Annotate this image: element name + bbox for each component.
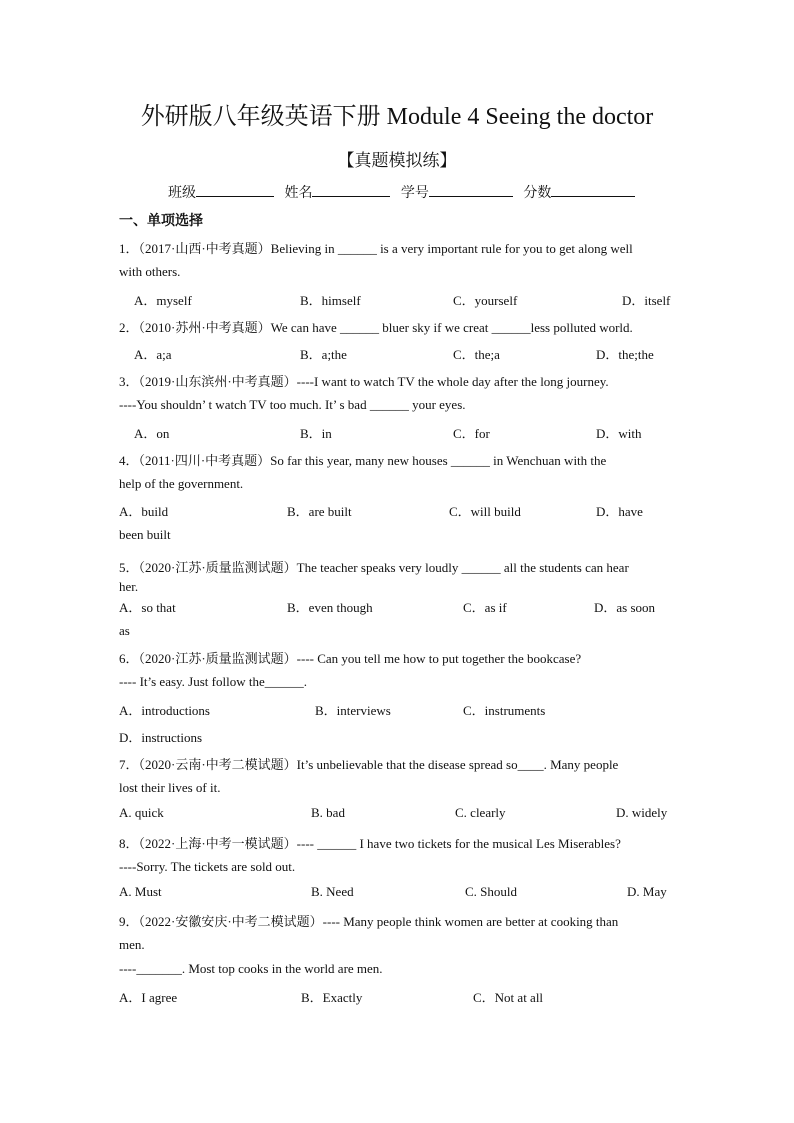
question-5-line-1: 5．（2020·江苏·质量监测试题）The teacher speaks very loudly ______ all the students can hear: [119, 560, 629, 575]
question-5-option-d: D．as soon: [594, 600, 656, 615]
question-5-option-b: B．even though: [287, 600, 373, 615]
question-8-option-c: C. Should: [465, 884, 518, 899]
question-4-option-c: C．will build: [449, 504, 521, 519]
question-7-option-b: B. bad: [311, 805, 345, 820]
student-id-blank: [429, 182, 513, 197]
question-8-line-2: ----Sorry. The tickets are sold out.: [119, 859, 296, 874]
question-8-line-1: 8．（2022·上海·中考一模试题）---- ______ I have two tickets for the musical Les Miserables?: [119, 836, 621, 851]
question-6-line-2: ---- It’s easy. Just follow the______.: [119, 674, 307, 689]
question-4-option-b: B．are built: [287, 504, 352, 519]
class-blank: [196, 182, 274, 197]
question-9-option-c: C．Not at all: [473, 990, 544, 1005]
question-2-option-b: B．a;the: [300, 347, 347, 362]
question-8-option-d: D. May: [627, 884, 667, 899]
question-4-option-a: A．build: [119, 504, 169, 519]
question-2-option-d: D．the;the: [596, 347, 654, 362]
question-9-option-b: B．Exactly: [301, 990, 363, 1005]
question-4-option-d-continued: been built: [119, 527, 171, 542]
question-5-option-a: A．so that: [119, 600, 176, 615]
question-9-option-a: A．I agree: [119, 990, 178, 1005]
question-5-option-c: C．as if: [463, 600, 507, 615]
page-title: 外研版八年级英语下册 Module 4 Seeing the doctor: [140, 104, 654, 130]
question-4-line-1: 4．（2011·四川·中考真题）So far this year, many new houses ______ in Wenchuan with the: [119, 453, 607, 468]
question-9-line-3: ----_______. Most top cooks in the world are men.: [119, 961, 383, 976]
score-blank: [551, 182, 635, 197]
question-3-line-2: ----You shouldn’ t watch TV too much. It’ s bad ______ your eyes.: [119, 397, 466, 412]
question-6-option-b: B．interviews: [315, 703, 391, 718]
question-3-line-1: 3．（2019·山东滨州·中考真题）----I want to watch TV the whole day after the long journey.: [119, 374, 609, 389]
question-1-option-c: C．yourself: [453, 293, 518, 308]
question-7-line-2: lost their lives of it.: [119, 780, 221, 795]
question-7-option-a: A. quick: [119, 805, 164, 820]
question-3-option-c: C．for: [453, 426, 490, 441]
class-label: 班级: [168, 185, 196, 201]
question-7-line-1: 7．（2020·云南·中考二模试题）It’s unbelievable that the disease spread so____. Many people: [119, 757, 619, 772]
question-2-option-c: C．the;a: [453, 347, 500, 362]
question-1-line-2: with others.: [119, 264, 181, 279]
page-subtitle: 【真题模拟练】: [337, 151, 457, 171]
score-label: 分数: [523, 185, 552, 201]
question-5-option-d-continued: as: [119, 623, 130, 638]
question-7-option-d: D. widely: [616, 805, 668, 820]
question-8-option-a: A. Must: [119, 884, 162, 899]
question-9-line-1: 9．（2022·安徽安庆·中考二模试题）---- Many people think women are better at cooking than: [119, 914, 619, 929]
question-1-line-1: 1．（2017·山西·中考真题）Believing in ______ is a very important rule for you to get along well: [119, 241, 633, 256]
question-4-line-2: help of the government.: [119, 476, 244, 491]
question-2-option-a: A．a;a: [134, 347, 172, 362]
question-7-option-c: C. clearly: [455, 805, 506, 820]
question-2-line-1: 2．（2010·苏州·中考真题）We can have ______ bluer sky if we creat ______less polluted world.: [119, 320, 633, 335]
question-1-option-d: D．itself: [622, 293, 671, 308]
student-info-line: [168, 182, 641, 202]
section-title: 一、单项选择: [119, 213, 203, 229]
question-3-option-d: D．with: [596, 426, 642, 441]
name-label: 姓名: [284, 185, 313, 201]
question-6-option-c: C．instruments: [463, 703, 546, 718]
question-6-line-1: 6．（2020·江苏·质量监测试题）---- Can you tell me how to put together the bookcase?: [119, 651, 582, 666]
question-3-option-b: B．in: [300, 426, 332, 441]
question-6-option-d: D．instructions: [119, 730, 203, 745]
question-3-option-a: A．on: [134, 426, 170, 441]
name-blank: [312, 182, 390, 197]
question-1-option-a: A．myself: [134, 293, 192, 308]
question-8-option-b: B. Need: [311, 884, 354, 899]
question-1-option-b: B．himself: [300, 293, 361, 308]
question-4-option-d: D．have: [596, 504, 643, 519]
student-id-label: 学号: [400, 185, 429, 201]
question-5-line-2: her.: [119, 579, 139, 594]
question-6-option-a: A．introductions: [119, 703, 210, 718]
question-9-line-2: men.: [119, 937, 145, 952]
